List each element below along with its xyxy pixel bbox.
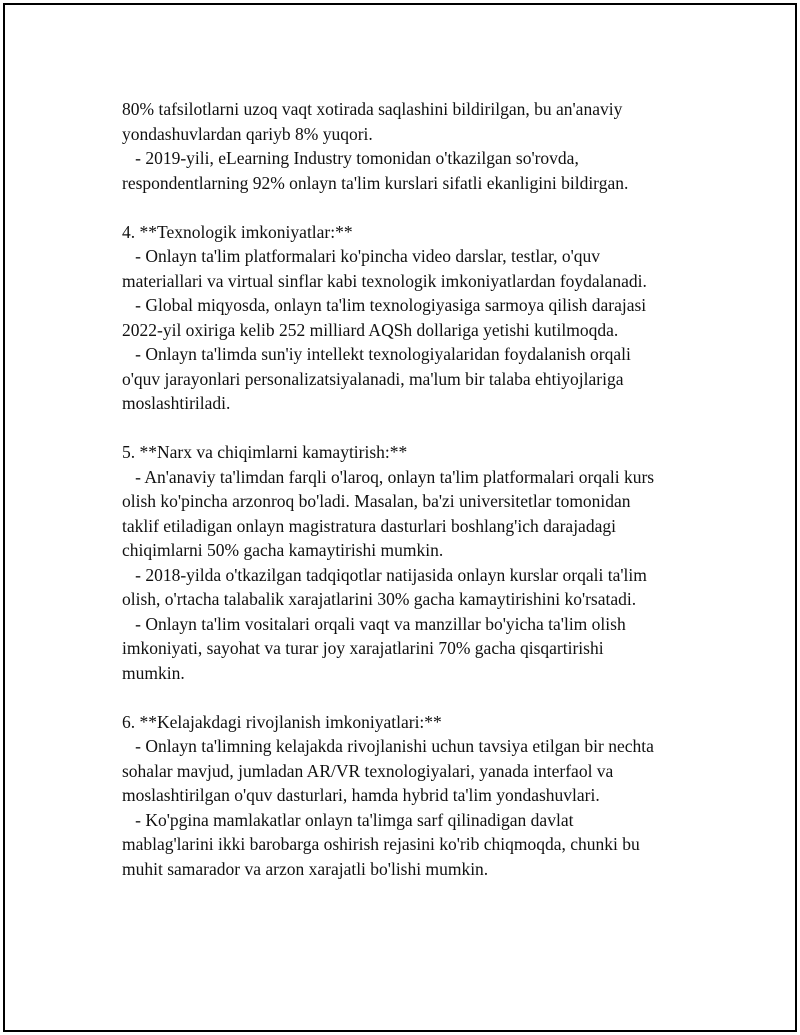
text-line: olish ko'pincha arzonroq bo'ladi. Masalan, ba'zi universitetlar tomonidan (122, 491, 631, 511)
text-line: respondentlarning 92% onlayn ta'lim kurslari sifatli ekanligini bildirgan. (122, 172, 629, 193)
text-line: - Global miqyosda, onlayn ta'lim texnologiyasiga sarmoya qilish darajasi (122, 295, 647, 315)
text-line: muhit samarador va arzon xarajatli bo'lishi mumkin. (122, 858, 489, 879)
text-line: 2022-yil oxiriga kelib 252 milliard AQSh dollariga yetishi kutilmoqda. (122, 319, 619, 340)
page-frame (3, 3, 797, 1032)
text-line: - Onlayn ta'lim platformalari ko'pincha video darslar, testlar, o'quv (122, 246, 600, 266)
text-line: - Onlayn ta'lim vositalari orqali vaqt va manzillar bo'yicha ta'lim olish (122, 613, 626, 634)
text-line: mablag'larini ikki barobarga oshirish rejasini ko'rib chiqmoqda, chunki bu (122, 834, 640, 854)
text-line: 6. **Kelajakdagi rivojlanish imkoniyatlari:** (122, 711, 442, 732)
text-line: - 2019-yili, eLearning Industry tomonidan o'tkazilgan so'rovda, (122, 148, 579, 168)
text-line: olish, o'rtacha talabalik xarajatlarini 30% gacha kamaytirishini ko'rsatadi. (122, 589, 637, 609)
text-line: 5. **Narx va chiqimlarni kamaytirish:** (122, 442, 408, 462)
document-body (122, 97, 702, 881)
blank-line (122, 685, 702, 710)
text-line: chiqimlarni 50% gacha kamaytirishi mumkin. (122, 540, 444, 560)
blank-line (122, 195, 702, 220)
text-line: taklif etiladigan onlayn magistratura dasturlari boshlang'ich darajadagi (122, 515, 616, 536)
text-line: - 2018-yilda o'tkazilgan tadqiqotlar natijasida onlayn kurslar orqali ta'lim (122, 564, 647, 585)
blank-line (122, 416, 702, 441)
text-line: 4. **Texnologik imkoniyatlar:** (122, 221, 353, 242)
text-line: 80% tafsilotlarni uzoq vaqt xotirada saqlashini bildirilgan, bu an'anaviy (122, 99, 623, 119)
text-line: yondashuvlardan qariyb 8% yuqori. (122, 123, 373, 144)
text-line: moslashtirilgan o'quv dasturlari, hamda hybrid ta'lim yondashuvlari. (122, 785, 600, 805)
text-line: mumkin. (122, 662, 185, 683)
text-line: materiallari va virtual sinflar kabi texnologik imkoniyatlardan foydalanadi. (122, 270, 647, 291)
text-line: imkoniyati, sayohat va turar joy xarajatlarini 70% gacha qisqartirishi (122, 638, 604, 658)
text-line: moslashtiriladi. (122, 393, 231, 413)
text-line: - Ko'pgina mamlakatlar onlayn ta'limga sarf qilinadigan davlat (122, 809, 574, 830)
text-line: sohalar mavjud, jumladan AR/VR texnologiyalari, yanada interfaol va (122, 760, 614, 781)
text-line: - Onlayn ta'limning kelajakda rivojlanishi uchun tavsiya etilgan bir nechta (122, 736, 654, 756)
text-line: o'quv jarayonlari personalizatsiyalanadi, ma'lum bir talaba ehtiyojlariga (122, 368, 624, 389)
text-line: - An'anaviy ta'limdan farqli o'laroq, onlayn ta'lim platformalari orqali kurs (122, 466, 655, 487)
text-line: - Onlayn ta'limda sun'iy intellekt texnologiyalaridan foydalanish orqali (122, 344, 631, 364)
